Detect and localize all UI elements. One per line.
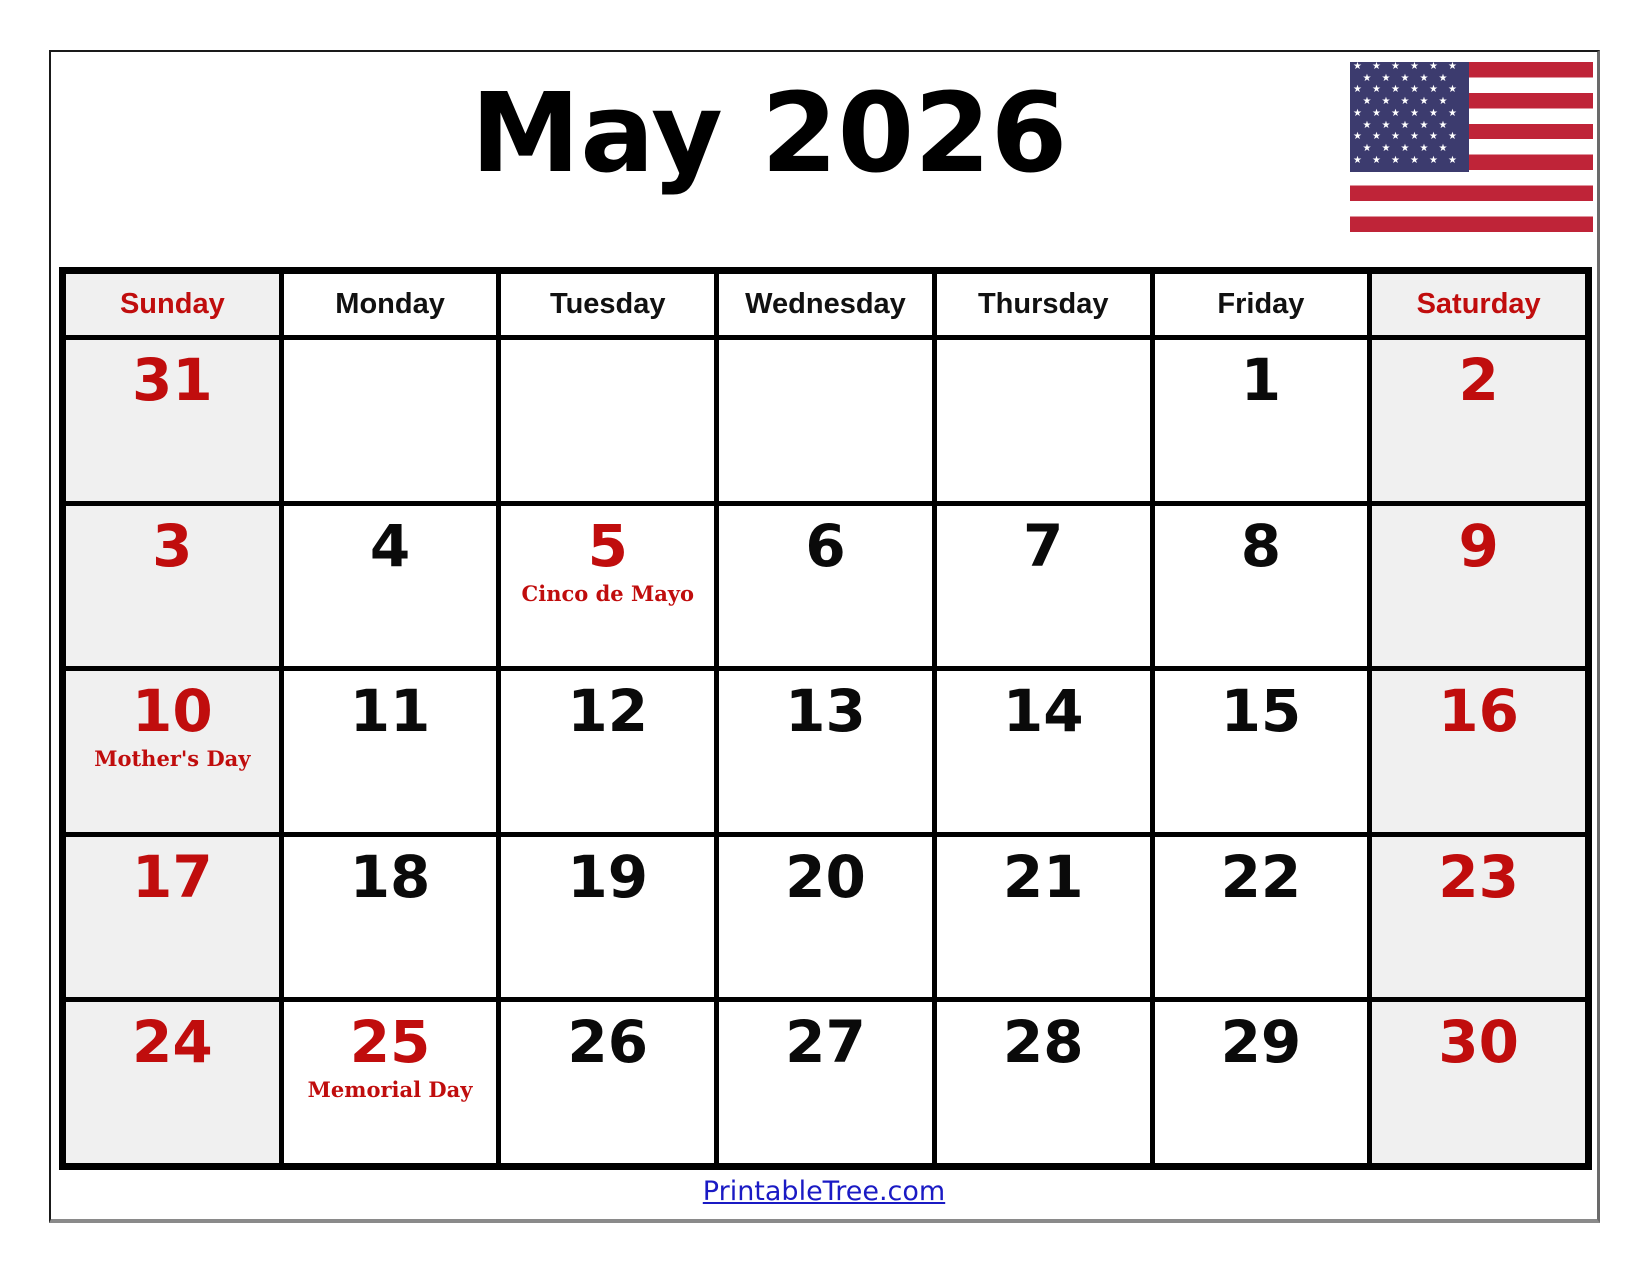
date-number: 4 bbox=[369, 511, 411, 580]
date-number: 15 bbox=[1220, 677, 1302, 746]
calendar-cell bbox=[501, 837, 714, 998]
us-flag-icon bbox=[1350, 62, 1593, 232]
calendar-cell bbox=[719, 671, 932, 832]
star-icon: ★ bbox=[1353, 154, 1362, 166]
star-icon: ★ bbox=[1381, 96, 1391, 108]
star-icon: ★ bbox=[1372, 84, 1381, 96]
weekday-label: Tuesday bbox=[550, 288, 666, 320]
star-icon: ★ bbox=[1400, 119, 1410, 131]
weekday-header-friday bbox=[1155, 274, 1368, 335]
date-number: 28 bbox=[1002, 1008, 1084, 1077]
star-icon: ★ bbox=[1410, 107, 1419, 119]
star-icon: ★ bbox=[1381, 142, 1391, 154]
date-number: 14 bbox=[1002, 677, 1084, 746]
calendar-cell bbox=[1155, 340, 1368, 501]
calendar-cell bbox=[719, 1002, 932, 1163]
calendar-cell bbox=[1372, 506, 1585, 667]
star-icon: ★ bbox=[1448, 107, 1457, 119]
calendar-cell bbox=[937, 506, 1150, 667]
date-number: 1 bbox=[1240, 346, 1282, 414]
star-icon: ★ bbox=[1419, 142, 1429, 154]
date-number: 21 bbox=[1002, 842, 1084, 911]
calendar-cell bbox=[1155, 837, 1368, 998]
calendar-cell bbox=[66, 506, 279, 667]
flag-canton bbox=[1350, 62, 1469, 172]
calendar-cell bbox=[1155, 671, 1368, 832]
star-icon: ★ bbox=[1429, 131, 1438, 143]
footer bbox=[51, 1176, 1597, 1207]
date-number: 12 bbox=[567, 677, 649, 746]
date-number: 3 bbox=[152, 511, 193, 580]
weekday-label: Wednesday bbox=[745, 288, 906, 320]
star-icon: ★ bbox=[1410, 62, 1419, 72]
calendar-cell bbox=[1372, 671, 1585, 832]
calendar-cell bbox=[501, 1002, 714, 1163]
date-number: 25 bbox=[349, 1008, 431, 1077]
date-number: 30 bbox=[1438, 1008, 1519, 1077]
page-title: May 2026 bbox=[470, 69, 1068, 197]
calendar-cell bbox=[284, 340, 497, 501]
star-icon: ★ bbox=[1362, 72, 1372, 84]
calendar-cell bbox=[1372, 837, 1585, 998]
star-icon: ★ bbox=[1438, 142, 1448, 154]
star-icon: ★ bbox=[1362, 96, 1372, 108]
star-icon: ★ bbox=[1410, 84, 1419, 96]
star-icon: ★ bbox=[1448, 131, 1457, 143]
calendar-cell bbox=[1372, 340, 1585, 501]
calendar-cell bbox=[719, 837, 932, 998]
weekday-header-saturday bbox=[1372, 274, 1585, 335]
date-number: 20 bbox=[785, 842, 866, 911]
date-number: 10 bbox=[131, 677, 213, 746]
star-icon: ★ bbox=[1381, 119, 1391, 131]
calendar-cell bbox=[66, 1002, 279, 1163]
calendar-cell bbox=[501, 671, 714, 832]
weekday-label: Saturday bbox=[1416, 288, 1541, 320]
date-number: 17 bbox=[131, 842, 213, 911]
star-icon: ★ bbox=[1353, 84, 1362, 96]
date-number: 31 bbox=[131, 346, 213, 414]
star-icon: ★ bbox=[1448, 84, 1457, 96]
calendar-cell bbox=[1372, 1002, 1585, 1163]
weekday-header-monday bbox=[284, 274, 497, 335]
date-number: 19 bbox=[567, 842, 649, 911]
star-icon: ★ bbox=[1391, 131, 1400, 143]
star-icon: ★ bbox=[1400, 72, 1410, 84]
calendar-cell bbox=[284, 671, 497, 832]
holiday-label: Memorial Day bbox=[307, 1077, 473, 1103]
date-number: 24 bbox=[131, 1008, 213, 1077]
star-icon: ★ bbox=[1391, 62, 1400, 72]
calendar-cell bbox=[1155, 506, 1368, 667]
star-icon: ★ bbox=[1448, 154, 1457, 166]
date-number: 23 bbox=[1438, 842, 1519, 911]
calendar-cell bbox=[937, 340, 1150, 501]
page-frame bbox=[49, 50, 1600, 1223]
date-number: 13 bbox=[785, 677, 866, 746]
calendar-cell bbox=[66, 837, 279, 998]
weekday-label: Monday bbox=[335, 288, 445, 320]
footer-link[interactable]: PrintableTree.com bbox=[702, 1176, 946, 1207]
calendar-cell bbox=[284, 506, 497, 667]
star-icon: ★ bbox=[1372, 154, 1381, 166]
star-icon: ★ bbox=[1410, 131, 1419, 143]
date-number: 6 bbox=[805, 511, 846, 580]
date-number: 5 bbox=[587, 511, 628, 580]
calendar-cell bbox=[284, 837, 497, 998]
weekday-header-sunday bbox=[66, 274, 279, 335]
star-icon: ★ bbox=[1391, 154, 1400, 166]
date-number: 22 bbox=[1220, 842, 1302, 911]
weekday-header-wednesday bbox=[719, 274, 932, 335]
calendar-cell bbox=[937, 837, 1150, 998]
star-icon: ★ bbox=[1372, 62, 1381, 72]
holiday-label: Cinco de Mayo bbox=[521, 580, 695, 606]
calendar-table bbox=[59, 267, 1592, 1170]
calendar-cell bbox=[719, 340, 932, 501]
star-icon: ★ bbox=[1391, 107, 1400, 119]
star-icon: ★ bbox=[1438, 72, 1448, 84]
weekday-label: Friday bbox=[1217, 288, 1305, 320]
calendar-cell bbox=[719, 506, 932, 667]
star-icon: ★ bbox=[1410, 154, 1419, 166]
star-icon: ★ bbox=[1353, 107, 1362, 119]
star-icon: ★ bbox=[1400, 142, 1410, 154]
date-number: 8 bbox=[1240, 511, 1282, 580]
calendar-cell bbox=[66, 671, 279, 832]
date-number: 29 bbox=[1220, 1008, 1302, 1077]
date-number: 16 bbox=[1438, 677, 1519, 746]
star-icon: ★ bbox=[1362, 142, 1372, 154]
calendar-cell bbox=[1155, 1002, 1368, 1163]
star-icon: ★ bbox=[1448, 62, 1457, 72]
star-icon: ★ bbox=[1400, 96, 1410, 108]
weekday-label: Thursday bbox=[977, 288, 1109, 320]
date-number: 7 bbox=[1023, 511, 1064, 580]
star-icon: ★ bbox=[1438, 96, 1448, 108]
calendar-cell bbox=[937, 671, 1150, 832]
star-icon: ★ bbox=[1381, 72, 1391, 84]
star-icon: ★ bbox=[1429, 154, 1438, 166]
star-icon: ★ bbox=[1419, 72, 1429, 84]
star-icon: ★ bbox=[1429, 107, 1438, 119]
star-icon: ★ bbox=[1429, 84, 1438, 96]
calendar-cell bbox=[501, 340, 714, 501]
star-icon: ★ bbox=[1438, 119, 1448, 131]
date-number: 27 bbox=[785, 1008, 866, 1077]
weekday-header-tuesday bbox=[501, 274, 714, 335]
star-icon: ★ bbox=[1419, 96, 1429, 108]
star-icon: ★ bbox=[1362, 119, 1372, 131]
star-icon: ★ bbox=[1372, 131, 1381, 143]
date-number: 9 bbox=[1458, 511, 1499, 580]
date-number: 11 bbox=[349, 677, 431, 746]
holiday-label: Mother's Day bbox=[94, 746, 251, 772]
calendar-cell bbox=[501, 506, 714, 667]
star-icon: ★ bbox=[1353, 62, 1362, 72]
date-number: 2 bbox=[1458, 346, 1499, 414]
star-icon: ★ bbox=[1391, 84, 1400, 96]
calendar-cell bbox=[66, 340, 279, 501]
star-icon: ★ bbox=[1372, 107, 1381, 119]
calendar-cell bbox=[937, 1002, 1150, 1163]
star-icon: ★ bbox=[1429, 62, 1438, 72]
calendar-cell bbox=[284, 1002, 497, 1163]
star-icon: ★ bbox=[1353, 131, 1362, 143]
weekday-label: Sunday bbox=[119, 288, 225, 320]
date-number: 26 bbox=[567, 1008, 649, 1077]
date-number: 18 bbox=[349, 842, 431, 911]
weekday-header-thursday bbox=[937, 274, 1150, 335]
star-icon: ★ bbox=[1419, 119, 1429, 131]
